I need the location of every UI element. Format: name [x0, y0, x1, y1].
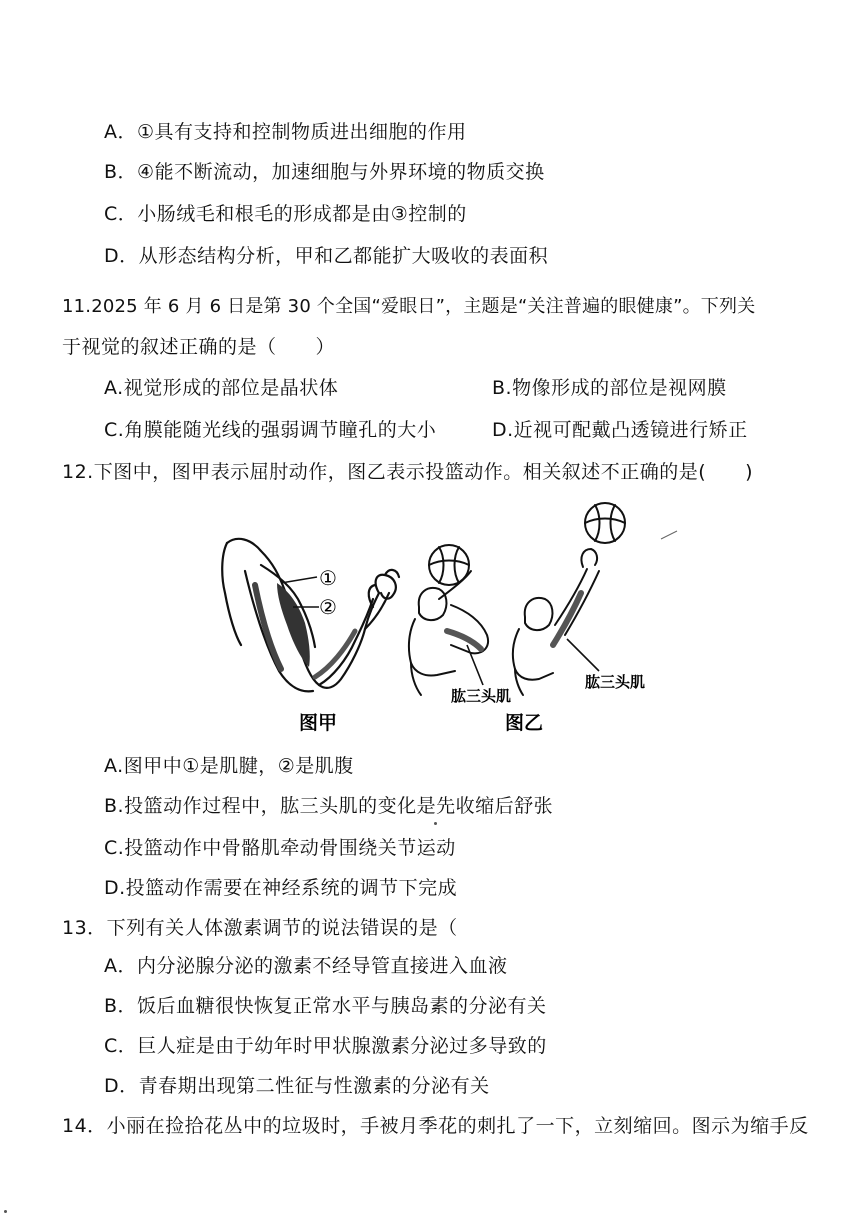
q13-option-c: C．巨人症是由于幼年时甲状腺激素分泌过多导致的	[104, 1035, 547, 1057]
triceps-label-a: 肱三头肌	[451, 687, 512, 705]
q11-stem-line2: 于视觉的叙述正确的是（ ）	[62, 336, 336, 358]
q10-option-c: C．小肠绒毛和根毛的形成都是由③控制的	[104, 203, 467, 225]
flexed-arm-drawing	[222, 539, 399, 692]
q10-option-b: B．④能不断流动，加速细胞与外界环境的物质交换	[104, 161, 545, 183]
q12-stem: 12.下图中，图甲表示屈肘动作，图乙表示投篮动作。相关叙述不正确的是( )	[62, 461, 754, 483]
triceps-leader-b	[567, 639, 599, 671]
q11-option-b: B.物像形成的部位是视网膜	[492, 377, 727, 399]
q12-option-d: D.投篮动作需要在神经系统的调节下完成	[104, 877, 458, 899]
q12-option-b: B.投篮动作过程中，肱三头肌的变化是先收缩后舒张	[104, 795, 554, 817]
q13-option-a: A．内分泌腺分泌的激素不经导管直接进入血液	[104, 955, 508, 977]
q11-option-d: D.近视可配戴凸透镜进行矫正	[492, 419, 748, 441]
player-holding-ball-drawing	[409, 545, 488, 695]
q12-figure	[215, 495, 685, 745]
q11-stem-line1: 11.2025 年 6 月 6 日是第 30 个全国“爱眼日”，主题是“关注普遍的眼健康”。下列关	[62, 296, 756, 317]
caption-figure-b: 图乙	[505, 712, 544, 734]
label-1: ①	[319, 566, 337, 590]
label-2: ②	[319, 595, 337, 619]
scan-speck	[434, 822, 437, 825]
player-shooting-drawing	[513, 503, 625, 695]
caption-figure-a: 图甲	[299, 712, 338, 734]
q13-stem: 13．下列有关人体激素调节的说法错误的是（	[62, 917, 458, 939]
q12-option-a: A.图甲中①是肌腱，②是肌腹	[104, 755, 354, 777]
q14-stem: 14．小丽在捡拾花丛中的垃圾时，手被月季花的刺扎了一下，立刻缩回。图示为缩手反	[62, 1115, 809, 1137]
q11-option-a: A.视觉形成的部位是晶状体	[104, 377, 339, 399]
q13-option-b: B．饭后血糖很快恢复正常水平与胰岛素的分泌有关	[104, 995, 547, 1017]
scan-speck	[4, 1210, 7, 1213]
q11-option-c: C.角膜能随光线的强弱调节瞳孔的大小	[104, 419, 437, 441]
label-1-leader	[281, 577, 317, 583]
q12-option-c: C.投篮动作中骨骼肌牵动骨围绕关节运动	[104, 837, 456, 859]
triceps-highlight-b	[553, 593, 581, 645]
q13-option-d: D．青春期出现第二性征与性激素的分泌有关	[104, 1075, 490, 1097]
arm-and-basketball-illustration	[215, 495, 685, 745]
q10-option-a: A．①具有支持和控制物质进出细胞的作用	[104, 121, 467, 143]
q10-option-d: D．从形态结构分析，甲和乙都能扩大吸收的表面积	[104, 245, 549, 267]
stray-mark	[661, 531, 677, 539]
triceps-label-b: 肱三头肌	[585, 673, 646, 691]
